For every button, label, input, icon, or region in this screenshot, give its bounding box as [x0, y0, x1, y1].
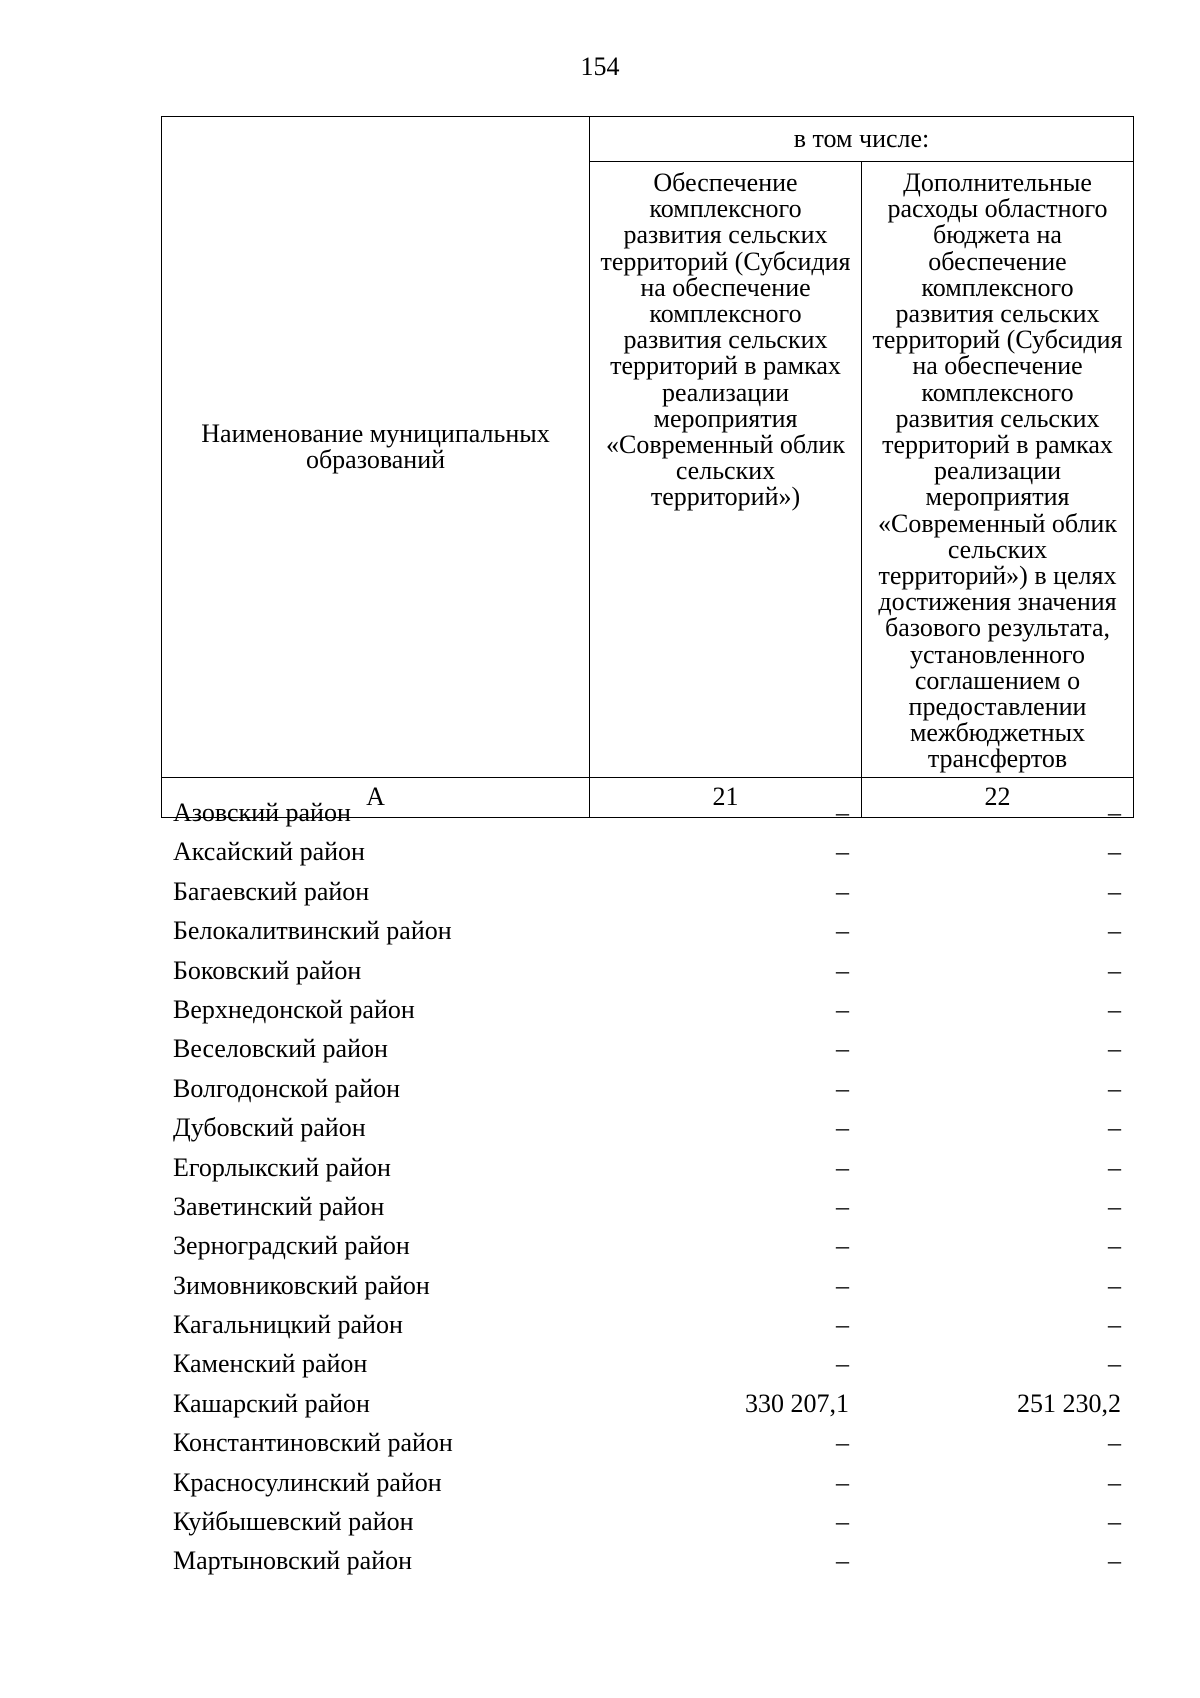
row-municipality-name: Волгодонской район	[173, 1073, 401, 1103]
row-municipality-name: Азовский район	[173, 798, 351, 827]
row-value-21: –	[836, 1428, 849, 1458]
row-value-22: –	[1108, 955, 1121, 985]
row-value-21: –	[836, 955, 849, 985]
row-value-21: –	[836, 1231, 849, 1261]
row-municipality-name: Каменский район	[173, 1349, 368, 1379]
table-row	[161, 911, 1133, 950]
row-value-22: –	[1108, 1231, 1121, 1261]
row-value-21: –	[836, 994, 849, 1024]
row-value-21: –	[836, 916, 849, 946]
table-row	[161, 1187, 1133, 1226]
row-value-22: –	[1108, 1113, 1121, 1143]
row-value-21: –	[836, 1270, 849, 1300]
row-value-21: 330 207,1	[745, 1388, 849, 1418]
table-row	[161, 1226, 1133, 1265]
table-row	[161, 951, 1133, 990]
row-municipality-name: Зерноградский район	[173, 1231, 410, 1261]
row-value-21: –	[836, 1152, 849, 1182]
row-municipality-name: Зимовниковский район	[173, 1270, 430, 1300]
row-value-21: –	[836, 1546, 849, 1576]
row-value-22: –	[1108, 876, 1121, 906]
row-value-21: –	[836, 1113, 849, 1143]
row-value-21: –	[836, 1191, 849, 1221]
row-value-21: –	[836, 1073, 849, 1103]
row-municipality-name: Заветинский район	[173, 1191, 385, 1221]
row-municipality-name: Веселовский район	[173, 1034, 388, 1064]
row-value-22: –	[1108, 994, 1121, 1024]
table-row	[161, 872, 1133, 911]
header-name-column: Наименование муниципальных образований	[162, 117, 590, 778]
row-value-21: –	[836, 1310, 849, 1340]
table-row	[161, 1344, 1133, 1383]
row-value-22: –	[1108, 1073, 1121, 1103]
page-number: 154	[580, 52, 620, 81]
row-value-21: –	[836, 876, 849, 906]
table-row	[161, 1384, 1133, 1423]
row-value-22: –	[1108, 1152, 1121, 1182]
table-row	[161, 1148, 1133, 1187]
row-value-21: –	[836, 798, 849, 827]
row-value-22: –	[1108, 837, 1121, 867]
row-value-21: –	[836, 1034, 849, 1064]
row-value-22: –	[1108, 798, 1121, 827]
row-municipality-name: Кагальницкий район	[173, 1310, 403, 1340]
table-row	[161, 1029, 1133, 1068]
row-value-21: –	[836, 837, 849, 867]
row-municipality-name: Боковский район	[173, 955, 362, 985]
row-municipality-name: Константиновский район	[173, 1428, 453, 1458]
row-municipality-name: Егорлыкский район	[173, 1152, 391, 1182]
table-row	[161, 1266, 1133, 1305]
row-value-22: –	[1108, 1507, 1121, 1537]
table-row	[161, 1305, 1133, 1344]
row-municipality-name: Куйбышевский район	[173, 1507, 414, 1537]
row-municipality-name: Аксайский район	[173, 837, 365, 867]
row-municipality-name: Красносулинский район	[173, 1467, 442, 1497]
row-value-22: –	[1108, 1310, 1121, 1340]
row-value-22: –	[1108, 1349, 1121, 1379]
row-municipality-name: Кашарский район	[173, 1388, 370, 1418]
table-row	[161, 1069, 1133, 1108]
row-value-22: 251 230,2	[1017, 1388, 1121, 1418]
row-value-22: –	[1108, 1270, 1121, 1300]
row-value-21: –	[836, 1507, 849, 1537]
row-value-22: –	[1108, 1034, 1121, 1064]
table-header	[161, 116, 1134, 818]
row-value-22: –	[1108, 1546, 1121, 1576]
table-row	[161, 793, 1133, 832]
table-row	[161, 1423, 1133, 1462]
row-value-22: –	[1108, 916, 1121, 946]
row-value-21: –	[836, 1349, 849, 1379]
index-cell-22: 22	[862, 777, 1134, 817]
header-group-label: в том числе:	[590, 117, 1134, 162]
table-row	[161, 1502, 1133, 1541]
row-value-21: –	[836, 1467, 849, 1497]
table-row	[161, 1108, 1133, 1147]
table-row	[161, 832, 1133, 871]
row-municipality-name: Белокалитвинский район	[173, 916, 452, 946]
header-column-21: Обеспечение комплексного развития сельских территорий (Субсидия на обеспечение комплексного развития сельских территорий в рамках реализации мероприятия «Современный облик сельских территорий»)	[590, 162, 862, 778]
row-municipality-name: Багаевский район	[173, 876, 370, 906]
table-row	[161, 990, 1133, 1029]
table-row	[161, 1541, 1133, 1580]
table-body	[161, 793, 1133, 1581]
row-value-22: –	[1108, 1467, 1121, 1497]
row-municipality-name: Дубовский район	[173, 1113, 366, 1143]
table-row	[161, 1463, 1133, 1502]
row-municipality-name: Верхнедонской район	[173, 994, 415, 1024]
header-column-22: Дополнительные расходы областного бюджета на обеспечение комплексного развития сельских территорий (Субсидия на обеспечение комплексного развития сельских территорий в рамках реализации мероприятия «Современный облик сельских территорий») в целях достижения значения базового результата, установленного соглашением о предоставлении межбюджетных трансфертов	[862, 162, 1134, 778]
index-cell-21: 21	[590, 777, 862, 817]
row-municipality-name: Мартыновский район	[173, 1546, 413, 1576]
index-cell-a: А	[162, 777, 590, 817]
row-value-22: –	[1108, 1191, 1121, 1221]
row-value-22: –	[1108, 1428, 1121, 1458]
